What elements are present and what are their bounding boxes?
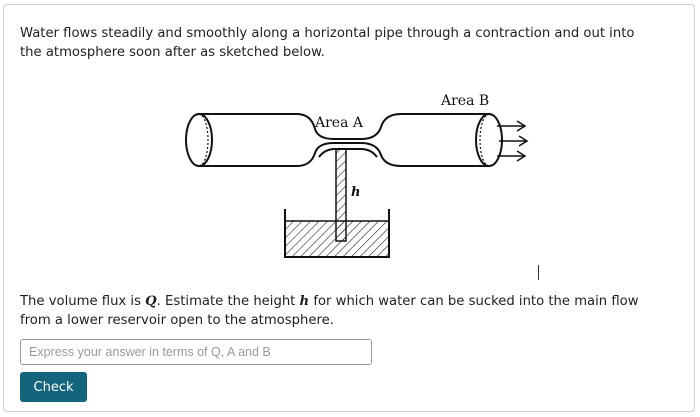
check-button[interactable]: Check — [20, 372, 87, 402]
q-symbol: Q — [145, 294, 157, 309]
label-h: h — [351, 185, 361, 200]
prompt-text-2: . Estimate the height — [156, 294, 300, 309]
pipe-diagram-svg — [89, 69, 614, 285]
pipe-diagram — [89, 69, 614, 285]
h-symbol: h — [299, 294, 310, 309]
outflow-arrows — [497, 121, 527, 161]
question-prompt — [20, 292, 670, 330]
prompt-text-3: for which water can be sucked into the main flow from a lower reservoir open to the atmosphere. — [20, 294, 639, 328]
label-area-b: Area B — [441, 93, 490, 109]
question-card — [3, 4, 695, 412]
label-area-a: Area A — [315, 115, 363, 131]
answer-input[interactable] — [20, 339, 372, 365]
text-cursor — [538, 265, 539, 280]
prompt-text-1: The volume flux is — [20, 294, 146, 309]
question-intro: Water flows steadily and smoothly along a horizontal pipe through a contraction and out into the atmosphere soon after as sketched below. — [20, 26, 635, 60]
